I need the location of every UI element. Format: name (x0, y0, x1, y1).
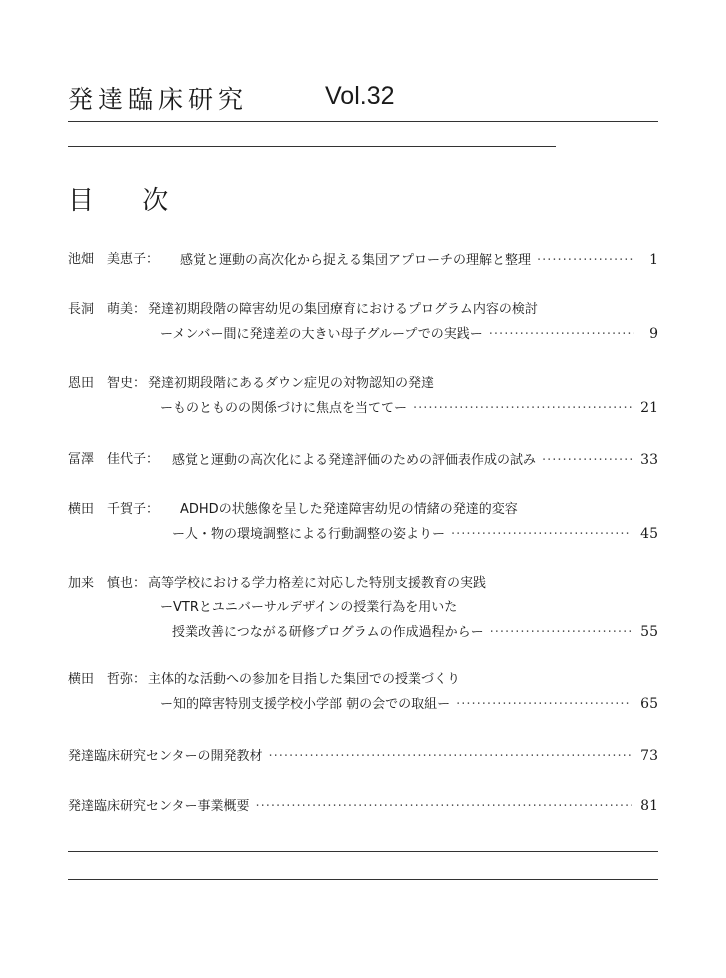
toc-entry[interactable] (68, 372, 658, 420)
toc-heading: 目 次 (68, 186, 189, 216)
leader-dots (542, 449, 632, 473)
entry-page-number: 21 (640, 400, 658, 416)
entry-title: 発達臨床研究センターの開発教材 (68, 749, 263, 764)
footer-rule-top (68, 851, 658, 852)
entry-author: 横田 哲弥： (68, 672, 147, 687)
entry-page-number: 65 (640, 696, 658, 712)
entry-author: 長洞 萌美： (68, 302, 147, 317)
entry-page-number: 1 (649, 252, 658, 268)
toc-entry[interactable] (68, 794, 658, 818)
leader-dots (537, 249, 634, 273)
toc-entry[interactable] (68, 668, 658, 716)
entry-page-number: 55 (640, 624, 658, 640)
volume-number: Vol.32 (325, 82, 395, 110)
leader-dots (489, 323, 634, 347)
entry-title: 発達初期段階の障害幼児の集団療育におけるプログラム内容の検討 (148, 302, 538, 317)
footer-rule-bottom (68, 879, 658, 880)
entry-title: 感覚と運動の高次化による発達評価のための評価表作成の試み (172, 453, 537, 468)
header-rule-bottom (68, 146, 556, 147)
toc-entry[interactable] (68, 498, 658, 546)
leader-dots (413, 397, 632, 421)
leader-dots (255, 795, 632, 819)
entry-author: 池畑 美恵子： (68, 252, 160, 267)
entry-author: 冨澤 佳代子： (68, 452, 160, 467)
entry-title: 高等学校における学力格差に対応した特別支援教育の実践 (148, 576, 487, 591)
header-rule-top (68, 121, 658, 122)
entry-page-number: 9 (649, 326, 658, 342)
entry-subtitle: ーものとものの関係づけに焦点を当ててー (160, 401, 408, 416)
leader-dots (456, 693, 632, 717)
entry-title: ADHDの状態像を呈した発達障害幼児の情緒の発達的変容 (180, 502, 518, 517)
entry-author: 横田 千賀子： (68, 502, 160, 517)
entry-subtitle: ーメンバー間に発達差の大きい母子グループでの実践ー (160, 327, 483, 342)
entry-title: 発達初期段階にあるダウン症児の対物認知の発達 (148, 376, 435, 391)
toc-entry[interactable] (68, 572, 658, 644)
entry-subtitle: ー人・物の環境調整による行動調整の姿よりー (172, 527, 446, 542)
toc-entry[interactable] (68, 248, 658, 272)
toc-entry[interactable] (68, 448, 658, 472)
entry-page-number: 81 (640, 798, 658, 814)
entry-title: 感覚と運動の高次化から捉える集団アプローチの理解と整理 (180, 253, 532, 268)
entry-subtitle: 授業改善につながる研修プログラムの作成過程からー (172, 625, 484, 640)
entry-page-number: 33 (640, 452, 658, 468)
journal-title: 発達臨床研究 (68, 85, 249, 114)
entry-title: 主体的な活動への参加を目指した集団での授業づくり (148, 672, 461, 687)
entry-title: 発達臨床研究センター事業概要 (68, 799, 250, 814)
entry-author: 加来 慎也： (68, 576, 147, 591)
entry-subtitle: ー知的障害特別支援学校小学部 朝の会での取組ー (160, 697, 451, 712)
leader-dots (268, 745, 632, 769)
leader-dots (490, 621, 633, 645)
entry-subtitle: ーVTRとユニバーサルデザインの授業行為を用いた (160, 600, 458, 615)
toc-entry[interactable] (68, 744, 658, 768)
entry-page-number: 73 (640, 748, 658, 764)
leader-dots (451, 523, 632, 547)
toc-entry[interactable] (68, 298, 658, 346)
entry-author: 恩田 智史： (68, 376, 147, 391)
entry-page-number: 45 (640, 526, 658, 542)
